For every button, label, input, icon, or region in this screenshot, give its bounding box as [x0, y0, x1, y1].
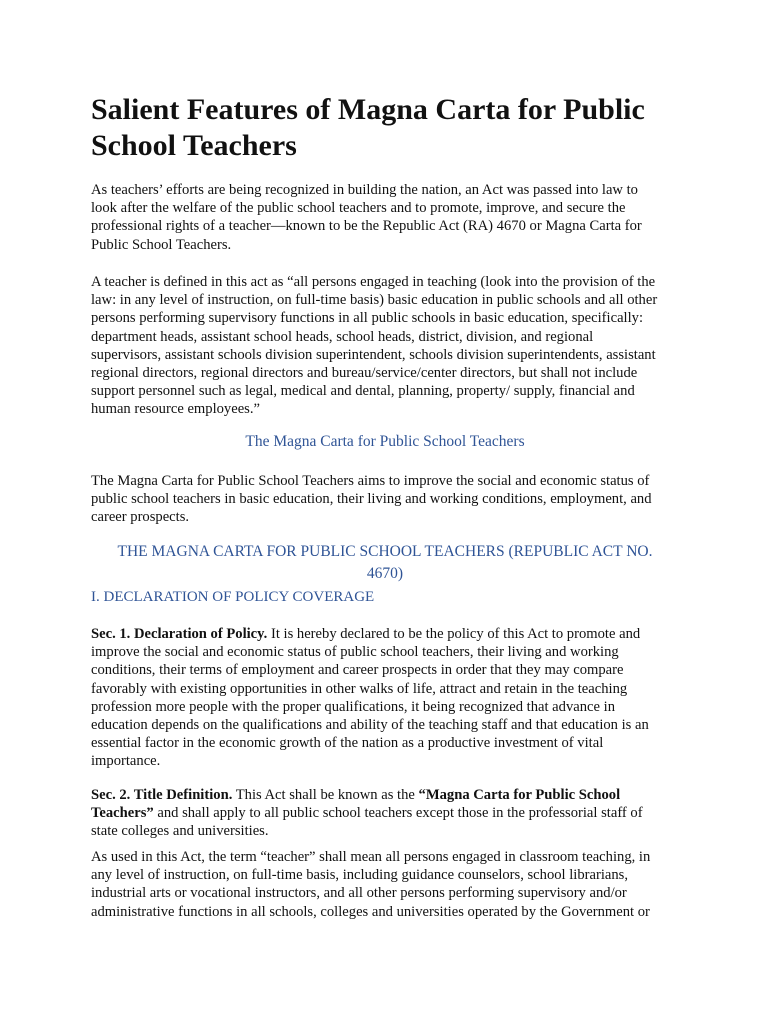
text-line [91, 490, 691, 508]
text: look after the welfare of the public school teachers and to promote, improve, and secure the [91, 200, 626, 217]
bold-text: “Magna Carta for Public School [418, 787, 621, 803]
text-line [91, 346, 691, 364]
text: public school teachers in basic education, their living and working conditions, employment, and [91, 491, 652, 508]
paragraph-intro [91, 181, 691, 254]
text: A teacher is defined in this act as “all persons engaged in teaching (look into the provision of the [91, 274, 656, 290]
text-line [91, 291, 691, 309]
text-line [91, 400, 691, 418]
text: It is hereby declared to be the policy of this Act to promote and [267, 626, 641, 642]
title-line: Salient Features of Magna Carta for Public [91, 93, 645, 126]
text: administrative functions in all schools, colleges and universities operated by the Government or [91, 903, 650, 920]
text: The Magna Carta for Public School Teachers aims to improve the social and economic status of [91, 473, 650, 489]
text: human resource employees.” [91, 401, 260, 418]
text: career prospects. [91, 509, 190, 526]
paragraph-teacher-term [91, 848, 691, 921]
text-line [91, 625, 691, 643]
text: conditions, their terms of employment and career prospects in order that they may compare [91, 662, 624, 679]
text-line [91, 786, 691, 804]
paragraph-teacher-definition [91, 273, 691, 419]
paragraph-aims [91, 472, 691, 527]
text: professional rights of a teacher—known to be the Republic Act (RA) 4670 or Magna Carta for [91, 218, 642, 235]
text-line [91, 661, 691, 679]
paragraph-sec1 [91, 625, 691, 771]
bold-text: Teachers” [91, 805, 154, 822]
heading-line: 4670) [366, 565, 404, 582]
text: favorably with existing opportunities in other walks of life, attract and retain in the teaching [91, 680, 628, 697]
title-line: School Teachers [91, 129, 297, 162]
text: state colleges and universities. [91, 823, 269, 840]
heading-magna-carta: The Magna Carta for Public School Teachers [245, 433, 525, 450]
text: regional directors, regional directors and bureau/service/center directors, but shall not include [91, 365, 638, 382]
text-line [91, 181, 691, 199]
heading-republic-act [80, 541, 690, 585]
text: support personnel such as legal, medical and dental, planning, property/ supply, financial and [91, 383, 635, 400]
text-line [91, 472, 691, 490]
text: improve the social and economic status of public school teachers, their living and working [91, 644, 619, 661]
text-line [91, 884, 691, 902]
heading-declaration: I. DECLARATION OF POLICY COVERAGE [91, 589, 375, 605]
text-line [91, 199, 691, 217]
text-line [91, 903, 691, 921]
text-line [91, 643, 691, 661]
text: As teachers’ efforts are being recognized in building the nation, an Act was passed into law to [91, 182, 638, 198]
text-line [91, 236, 691, 254]
text-line [91, 698, 691, 716]
text: profession more people with the proper qualifications, it being recognized that advance in [91, 698, 615, 715]
text: persons performing supervisory functions in all public schools in basic education, specifically: [91, 310, 644, 327]
text-line [91, 734, 691, 752]
text-line [91, 716, 691, 734]
text-line [91, 382, 691, 400]
text: and shall apply to all public school teachers except those in the professorial staff of [153, 805, 643, 822]
text: This Act shall be known as the [232, 787, 419, 803]
heading-line: THE MAGNA CARTA FOR PUBLIC SCHOOL TEACHERS (REPUBLIC ACT NO. [117, 543, 653, 560]
bold-text: Sec. 1. Declaration of Policy. [91, 626, 268, 642]
bold-text: Sec. 2. Title Definition. [91, 787, 233, 803]
text-line [91, 866, 691, 884]
text: essential factor in the economic growth of the nation as a productive investment of vital [91, 735, 604, 752]
text: Public School Teachers. [91, 236, 232, 253]
text-line [91, 273, 691, 291]
text: As used in this Act, the term “teacher” shall mean all persons engaged in classroom teaching, in [91, 849, 651, 865]
text-line [91, 217, 691, 235]
paragraph-sec2 [91, 786, 691, 841]
text-line [91, 309, 691, 327]
text: department heads, assistant school heads, school heads, district, division, and regional [91, 328, 594, 345]
text: law: in any level of instruction, on full-time basis) basic education in public schools and all other [91, 292, 658, 309]
text: any level of instruction, on full-time basis, including guidance counselors, school librarians, [91, 867, 629, 884]
text-line [91, 752, 691, 770]
text-line [91, 508, 691, 526]
text-line [91, 364, 691, 382]
text-line [91, 804, 691, 822]
text-line [91, 680, 691, 698]
page-title [91, 92, 645, 164]
text-line [91, 822, 691, 840]
text: education depends on the qualifications and ability of the teaching staff and that education is an [91, 717, 649, 734]
text: industrial arts or vocational instructors, and all other persons performing supervisory and/or [91, 885, 627, 902]
text: importance. [91, 753, 161, 770]
text-line [91, 328, 691, 346]
text: supervisors, assistant schools division superintendent, schools division superintendents, assistant [91, 346, 656, 363]
text-line [91, 848, 691, 866]
